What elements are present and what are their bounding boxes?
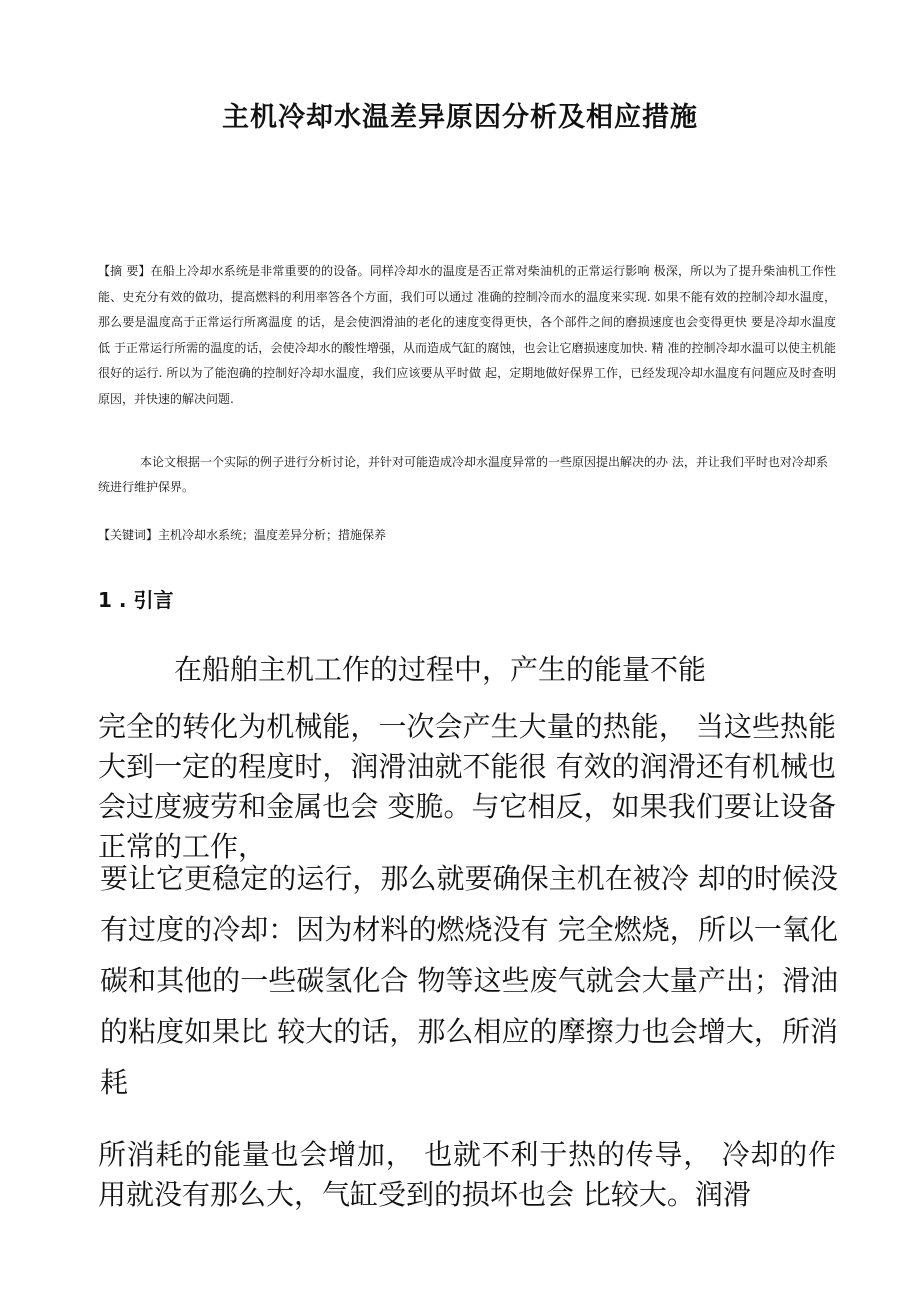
section-heading-introduction: 1 . 引言 [98, 588, 174, 612]
document-title: 主机冷却水温差异原因分析及相应措施 [222, 102, 698, 134]
method-note-paragraph: 本论文根据一个实际的例子进行分析讨论，并针对可能造成冷却水温度异常的一些原因提出解决的办 法，并让我们平时也对冷却系统进行维护保界。 [98, 455, 828, 494]
keywords-line: 【关键词】主机冷却水系统；温度差异分析；措施保养 [98, 528, 387, 542]
body-paragraph-4: 所消耗的能量也会增加， 也就不利于热的传导， 冷却的作用就没有那么大，气缸受到的损坏也会 比较大。润滑 [98, 1138, 836, 1211]
body-paragraph-3: 要让它更稳定的运行，那么就要确保主机在被冷 却的时候没有过度的冷却：因为材料的燃烧没有 完全燃烧，所以一氧化碳和其他的一些碳氢化合 物等这些废气就会大量产出；滑油的粘度如果比 较大的话，那么相应的摩擦力也会增大，所消耗 [100, 862, 838, 1099]
body-paragraph-2: 完全的转化为机械能，一次会产生大量的热能， 当这些热能大到一定的程度时，润滑油就不能很 有效的润滑还有机械也会过度疲劳和金属也会 变脆。与它相反，如果我们要让设备正常的工作， [98, 710, 836, 863]
body-paragraph-1: 在船舶主机工作的过程中，产生的能量不能 [174, 653, 707, 686]
abstract-paragraph: 【摘 要】在船上冷却水系统是非常重要的的设备。同样冷却水的温度是否正常对柴油机的正常运行影响 极深，所以为了提升柴油机工作性能、史充分有效的做功，提高燃料的利用率答各个方面，我们可以通过 准确的控制冷而水的温度来实现. 如果不能有效的控制冷却水温度，那么要是温度高于正常运行所离温度 的话，是会使泗滑油的老化的速度变得更快，各个部件之间的磨损速度也会变得更快 要是冷却水温度低 于正常运行所需的温度的话，会使冷却水的酸性增强，从而造成气缸的腐蚀，也会让它磨损速度加快. 精 准的控制冷却水温可以使主机能很好的运行. 所以为了能泡确的控制好冷却水温度，我们应该要从平时做 起，定期地做好保界工作，已经发现冷却水温度有问题应及时查明原因，并快速的解决问题. [98, 264, 836, 406]
